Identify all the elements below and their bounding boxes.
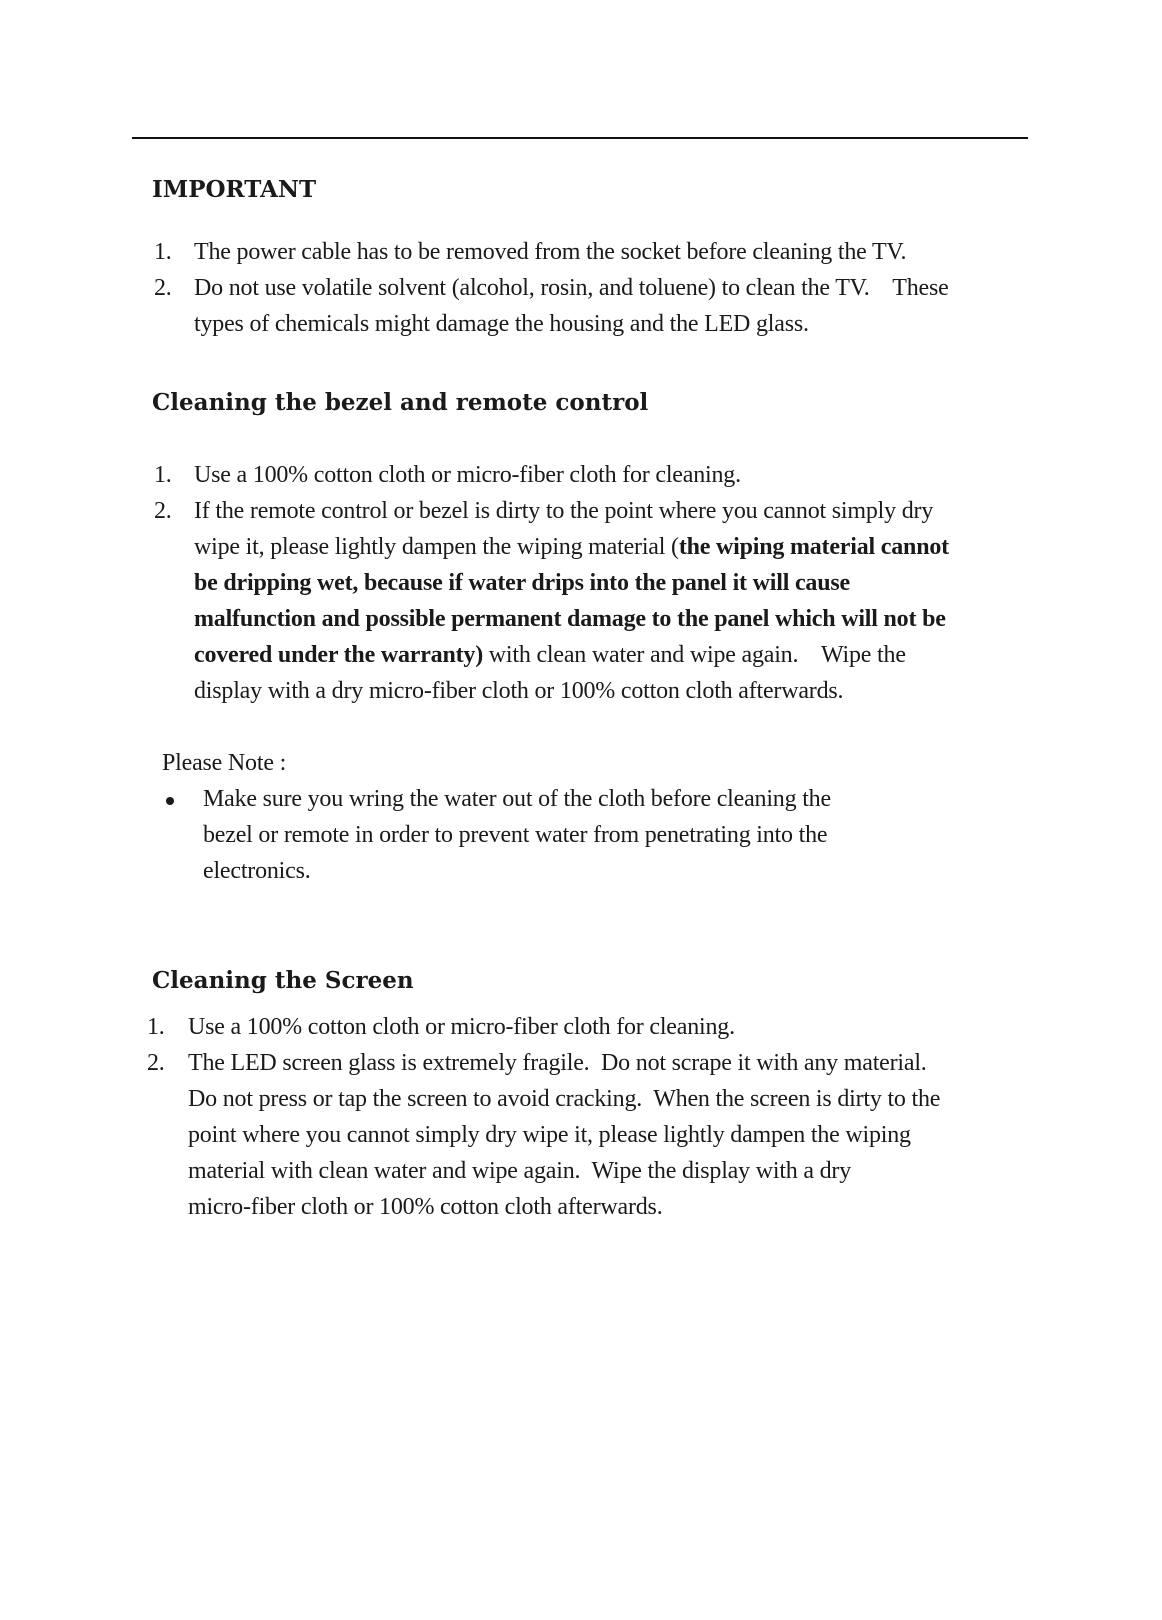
bullet-dot-icon	[166, 797, 174, 805]
note-bullet-line-2: bezel or remote in order to prevent water from penetrating into the	[203, 822, 828, 848]
bezel-item-2-line-5	[194, 637, 906, 673]
note-bullet-line-1: Make sure you wring the water out of the cloth before cleaning the	[203, 786, 831, 812]
screen-item-2-line-2: Do not press or tap the screen to avoid cracking. When the screen is dirty to the	[188, 1086, 941, 1112]
bezel-item-2-line-1: If the remote control or bezel is dirty to the point where you cannot simply dry	[194, 498, 934, 524]
bezel-item-1-number: 1.	[154, 462, 172, 488]
bezel-item-2-line-5-bold: covered under the warranty)	[194, 642, 483, 668]
screen-heading: Cleaning the Screen	[152, 967, 414, 994]
important-item-2-number: 2.	[154, 275, 172, 301]
screen-item-2-line-4: material with clean water and wipe again. Wipe the display with a dry	[188, 1158, 852, 1184]
screen-item-1-number: 1.	[147, 1014, 165, 1040]
bezel-item-2-line-6: display with a dry micro-fiber cloth or 100% cotton cloth afterwards.	[194, 678, 844, 704]
important-item-2-line-1: Do not use volatile solvent (alcohol, rosin, and toluene) to clean the TV. These	[194, 275, 949, 301]
bezel-item-2-line-3: be dripping wet, because if water drips into the panel it will cause	[194, 570, 850, 596]
important-item-1-number: 1.	[154, 239, 172, 265]
screen-item-2-line-5: micro-fiber cloth or 100% cotton cloth afterwards.	[188, 1194, 663, 1220]
bezel-item-2-line-2-normal: wipe it, please lightly dampen the wiping material (	[194, 534, 679, 560]
screen-item-2-number: 2.	[147, 1050, 165, 1076]
important-item-2-line-2: types of chemicals might damage the housing and the LED glass.	[194, 311, 809, 337]
bezel-item-2-line-2-bold: the wiping material cannot	[678, 534, 949, 560]
bezel-item-2-line-4: malfunction and possible permanent damage to the panel which will not be	[194, 606, 946, 632]
top-horizontal-rule	[132, 137, 1028, 139]
bezel-heading: Cleaning the bezel and remote control	[152, 389, 649, 416]
bezel-item-2-line-5-normal: with clean water and wipe again. Wipe the	[483, 642, 906, 668]
screen-item-2-line-3: point where you cannot simply dry wipe it, please lightly dampen the wiping	[188, 1122, 911, 1148]
bezel-item-2-number: 2.	[154, 498, 172, 524]
important-heading: IMPORTANT	[152, 176, 317, 203]
bezel-item-2-line-2	[194, 529, 949, 565]
important-item-1-line-1: The power cable has to be removed from the socket before cleaning the TV.	[194, 239, 907, 265]
please-note-label: Please Note :	[162, 750, 287, 776]
screen-item-2-line-1: The LED screen glass is extremely fragile. Do not scrape it with any material.	[188, 1050, 927, 1076]
bezel-item-1-line-1: Use a 100% cotton cloth or micro-fiber cloth for cleaning.	[194, 462, 741, 488]
screen-item-1-line-1: Use a 100% cotton cloth or micro-fiber cloth for cleaning.	[188, 1014, 735, 1040]
note-bullet-line-3: electronics.	[203, 858, 311, 884]
